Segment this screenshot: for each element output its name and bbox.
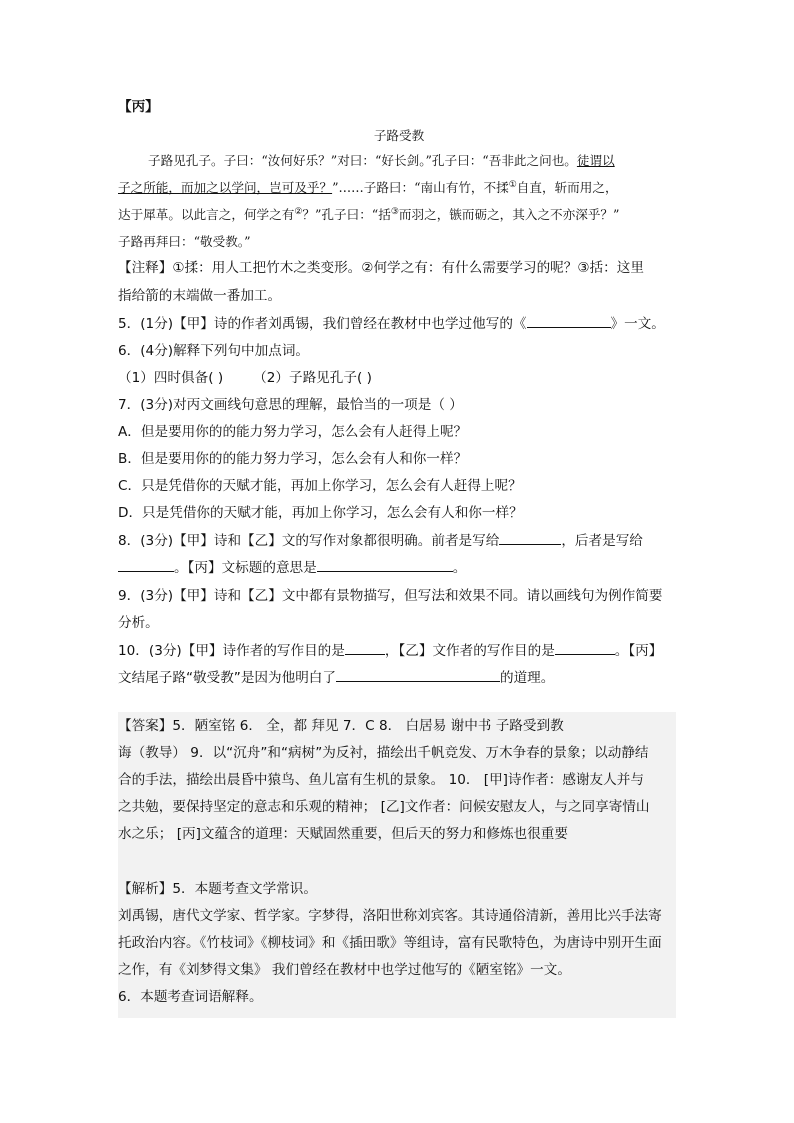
option-c: C．只是凭借你的天赋才能，再加上你学习，怎么会有人赶得上呢？	[118, 478, 522, 494]
question-8-line-2	[118, 559, 466, 577]
answer-blank[interactable]	[527, 315, 611, 328]
passage-text: 达于犀革。以此言之，何学之有	[118, 207, 295, 222]
question-5	[118, 315, 665, 333]
answer-line-2: 诲（教导） 9．以“沉舟”和“病树”为反衬，描绘出千帆竞发、万木争春的景象；以动静结	[118, 745, 649, 761]
analysis-line-4: 之作，有《刘梦得文集》 我们曾经在教材中也学过他写的《陋室铭》一文。	[118, 962, 571, 978]
note-mark: ②	[294, 206, 303, 217]
answer-line-3: 合的手法，描绘出晨昏中猿鸟、鱼儿富有生机的景象。 10． [甲]诗作者：感谢友人并与	[118, 772, 644, 788]
passage-title: 子路受教	[373, 128, 425, 143]
passage-text: 自直，斩而用之，	[516, 180, 618, 195]
passage-line-3	[118, 206, 619, 224]
question-text: 的道理。	[500, 670, 555, 686]
note-mark: ①	[508, 179, 517, 190]
answer-blank[interactable]	[317, 559, 453, 572]
answer-blank[interactable]	[345, 642, 385, 655]
answer-line-5: 水之乐； [丙]文蕴含的道理：天赋固然重要，但后天的努力和修炼也很重要	[118, 826, 568, 842]
question-item: （1）四时俱备( )	[118, 370, 224, 386]
notes-line-2: 指给箭的末端做一番加工。	[118, 288, 282, 304]
question-text: ，后者是写给	[561, 533, 643, 549]
answer-blank[interactable]	[118, 559, 174, 572]
passage-text: ？”孔子曰：“括	[302, 207, 391, 222]
question-text: 。	[452, 560, 467, 576]
question-text: 8．(3分)【甲】诗和【乙】文的写作对象都很明确。前者是写给	[118, 533, 500, 549]
answer-blank[interactable]	[555, 642, 615, 655]
passage-text: 子路见孔子。子曰：“汝何好乐？”对曰：“好长剑。”孔子曰：“吾非此之问也。	[148, 153, 577, 168]
answer-line-1: 【答案】5．陋室铭 6． 全，都 拜见 7．C 8． 白居易 谢中书 子路受到教	[118, 718, 564, 734]
question-item: （2）子路见孔子( )	[253, 370, 372, 386]
question-text: 。【丙】	[614, 643, 663, 659]
question-10-line-2	[118, 669, 554, 687]
passage-text: 而羽之，镞而砺之，其入之不亦深乎？”	[398, 207, 620, 222]
notes-line-1: 【注释】①揉：用人工把竹木之类变形。②何学之有：有什么需要学习的呢？③括：这里	[118, 260, 644, 276]
question-text: 。【丙】文标题的意思是	[174, 560, 317, 576]
analysis-line-1: 【解析】5．本题考查文学常识。	[118, 881, 317, 897]
underlined-sentence: 徒谓以	[576, 153, 615, 168]
analysis-line-3: 托政治内容。《竹枝词》《柳枝词》和《插田歌》等组诗，富有民歌特色，为唐诗中别开生面	[118, 935, 662, 951]
analysis-line-5: 6．本题考查词语解释。	[118, 989, 263, 1005]
question-6-items	[118, 369, 372, 387]
question-text: 》一文。	[610, 316, 665, 332]
question-10	[118, 642, 662, 660]
option-b: B．但是要用你的的能力努力学习，怎么会有人和你一样？	[118, 451, 468, 467]
question-text: 5．(1分)【甲】诗的作者刘禹锡，我们曾经在教材中也学过他写的《	[118, 316, 527, 332]
option-d: D．只是凭借你的天赋才能，再加上你学习，怎么会有人和你一样？	[118, 505, 523, 521]
underlined-sentence: 子之所能，而加之以学问，岂可及乎？	[118, 180, 333, 195]
question-text: 文结尾子路“敬受教”是因为他明白了	[118, 670, 336, 686]
answer-blank[interactable]	[336, 669, 500, 682]
question-text: 10．(3分)【甲】诗作者的写作目的是	[118, 643, 345, 659]
answer-blank[interactable]	[499, 532, 561, 545]
question-7: 7．(3分)对丙文画线句意思的理解，最恰当的一项是（ ）	[118, 397, 463, 413]
question-6: 6．(4分)解释下列句中加点词。	[118, 343, 310, 359]
passage-line-4: 子路再拜曰：“敬受教。”	[118, 234, 251, 249]
option-a: A．但是要用你的的能力努力学习，怎么会有人赶得上呢？	[118, 424, 468, 440]
analysis-line-2: 刘禹锡，唐代文学家、哲学家。字梦得，洛阳世称刘宾客。其诗通俗清新，善用比兴手法寄	[118, 908, 662, 924]
section-label: 【丙】	[118, 99, 159, 115]
question-text: ，【乙】文作者的写作目的是	[384, 643, 555, 659]
passage-text: ”……子路曰：“南山有竹，不揉	[332, 180, 509, 195]
question-8	[118, 532, 643, 550]
note-mark: ③	[390, 206, 399, 217]
passage-line-2	[118, 179, 618, 197]
question-9-line-2: 分析。	[118, 615, 159, 631]
answer-line-4: 之共勉，要保持坚定的意志和乐观的精神； [乙]文作者：问候安慰友人，与之同享寄情山	[118, 799, 650, 815]
passage-line-1	[148, 152, 615, 170]
answer-analysis-panel	[118, 712, 676, 1018]
question-9: 9．(3分)【甲】诗和【乙】文中都有景物描写，但写法和效果不同。请以画线句为例作简要	[118, 588, 663, 604]
